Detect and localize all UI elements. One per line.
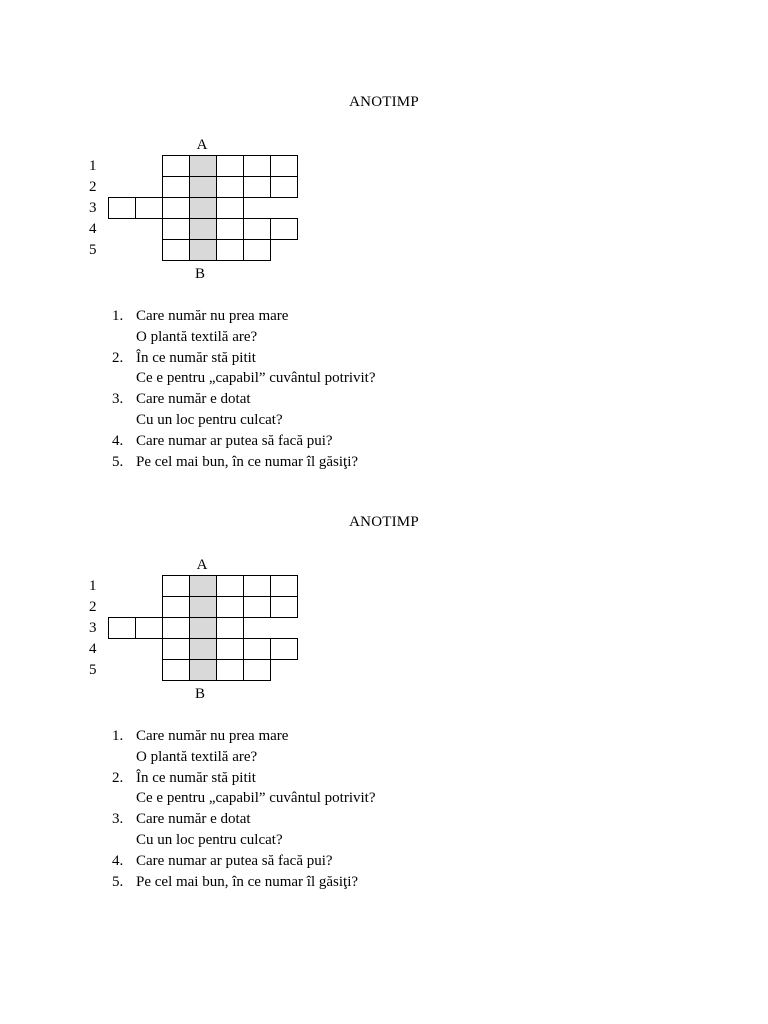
- row-number: 2: [89, 179, 97, 195]
- crossword-cell: [270, 155, 298, 177]
- clue-number: 1.: [112, 728, 124, 744]
- clue-text: Cu un loc pentru culcat?: [136, 831, 283, 848]
- crossword-key-cell: [189, 197, 217, 219]
- crossword-key-cell: [189, 638, 217, 660]
- clue-text: Ce e pentru „capabil” cuvântul potrivit?: [136, 790, 376, 807]
- column-label-top: A: [196, 137, 208, 153]
- row-number: 5: [89, 662, 97, 678]
- clue-text: Care număr e dotat: [136, 391, 251, 408]
- crossword-cell: [243, 176, 271, 198]
- clue-text: Care număr e dotat: [136, 811, 251, 828]
- crossword-cell: [270, 575, 298, 597]
- clue-list: [112, 726, 376, 892]
- crossword-cell: [162, 218, 190, 240]
- crossword-cell: [243, 239, 271, 261]
- row-number: 2: [89, 599, 97, 615]
- clue-item: [112, 726, 376, 768]
- crossword-cell: [162, 596, 190, 618]
- crossword-cell: [162, 176, 190, 198]
- column-label-top: A: [196, 557, 208, 573]
- crossword-cell: [243, 638, 271, 660]
- crossword-key-cell: [189, 575, 217, 597]
- clue-text: În ce număr stă pitit: [136, 769, 256, 786]
- crossword-cell: [216, 176, 244, 198]
- crossword-cell: [108, 617, 136, 639]
- crossword-cell: [216, 659, 244, 681]
- crossword-key-cell: [189, 155, 217, 177]
- crossword-cell: [216, 596, 244, 618]
- clue-number: 3.: [112, 391, 124, 408]
- clue-item: [112, 348, 376, 390]
- puzzle-section-2: [0, 514, 768, 904]
- clue-item: [112, 872, 376, 893]
- clue-item: [112, 452, 376, 473]
- crossword-cell: [135, 197, 163, 219]
- puzzle-title: ANOTIMP: [349, 514, 419, 530]
- crossword-cell: [216, 617, 244, 639]
- clue-text: Care numar ar putea să facă pui?: [136, 432, 333, 449]
- clue-number: 4.: [112, 852, 124, 869]
- crossword-key-cell: [189, 176, 217, 198]
- clue-number: 1.: [112, 308, 124, 324]
- crossword-cell: [216, 155, 244, 177]
- crossword-cell: [243, 218, 271, 240]
- crossword-cell: [270, 596, 298, 618]
- clue-item: [112, 431, 376, 452]
- crossword-cell: [270, 638, 298, 660]
- row-number: 1: [89, 158, 97, 174]
- crossword-cell: [216, 239, 244, 261]
- crossword-cell: [243, 659, 271, 681]
- crossword-cell: [108, 197, 136, 219]
- crossword-cell: [216, 638, 244, 660]
- crossword-key-cell: [189, 218, 217, 240]
- clue-text: Ce e pentru „capabil” cuvântul potrivit?: [136, 370, 376, 387]
- clue-list: [112, 306, 376, 472]
- clue-text: O plantă textilă are?: [136, 328, 258, 345]
- clue-item: [112, 851, 376, 872]
- crossword-cell: [162, 155, 190, 177]
- crossword-cell: [162, 638, 190, 660]
- row-number: 3: [89, 620, 97, 636]
- crossword-key-cell: [189, 239, 217, 261]
- clue-number: 2.: [112, 349, 124, 366]
- crossword-cell: [162, 659, 190, 681]
- crossword-cell: [216, 218, 244, 240]
- clue-text: În ce număr stă pitit: [136, 349, 256, 366]
- crossword-cell: [243, 596, 271, 618]
- clue-text: O plantă textilă are?: [136, 748, 258, 765]
- clue-number: 5.: [112, 873, 124, 890]
- clue-number: 5.: [112, 453, 124, 470]
- clue-text: Pe cel mai bun, în ce numar îl găsiţi?: [136, 873, 359, 890]
- crossword-cell: [243, 575, 271, 597]
- row-number: 4: [89, 221, 97, 237]
- column-label-bottom: B: [194, 686, 205, 702]
- puzzle-title: ANOTIMP: [349, 94, 419, 110]
- crossword-cell: [243, 155, 271, 177]
- clue-text: Care număr nu prea mare: [136, 728, 289, 744]
- crossword-cell: [270, 176, 298, 198]
- clue-text: Care numar ar putea să facă pui?: [136, 852, 333, 869]
- clue-item: [112, 389, 376, 431]
- clue-number: 4.: [112, 432, 124, 449]
- clue-number: 3.: [112, 811, 124, 828]
- row-number: 4: [89, 641, 97, 657]
- crossword-cell: [135, 617, 163, 639]
- clue-text: Cu un loc pentru culcat?: [136, 411, 283, 428]
- clue-item: [112, 809, 376, 851]
- crossword-cell: [162, 239, 190, 261]
- crossword-key-cell: [189, 659, 217, 681]
- clue-item: [112, 306, 376, 348]
- crossword-cell: [270, 218, 298, 240]
- clue-item: [112, 768, 376, 810]
- clue-number: 2.: [112, 769, 124, 786]
- column-label-bottom: B: [194, 266, 205, 282]
- crossword-key-cell: [189, 596, 217, 618]
- crossword-cell: [216, 575, 244, 597]
- clue-text: Care număr nu prea mare: [136, 308, 289, 324]
- crossword-key-cell: [189, 617, 217, 639]
- crossword-cell: [162, 575, 190, 597]
- row-number: 1: [89, 578, 97, 594]
- clue-text: Pe cel mai bun, în ce numar îl găsiţi?: [136, 453, 359, 470]
- crossword-cell: [162, 617, 190, 639]
- puzzle-section-1: [0, 94, 768, 484]
- row-number: 3: [89, 200, 97, 216]
- row-number: 5: [89, 242, 97, 258]
- crossword-cell: [216, 197, 244, 219]
- crossword-cell: [162, 197, 190, 219]
